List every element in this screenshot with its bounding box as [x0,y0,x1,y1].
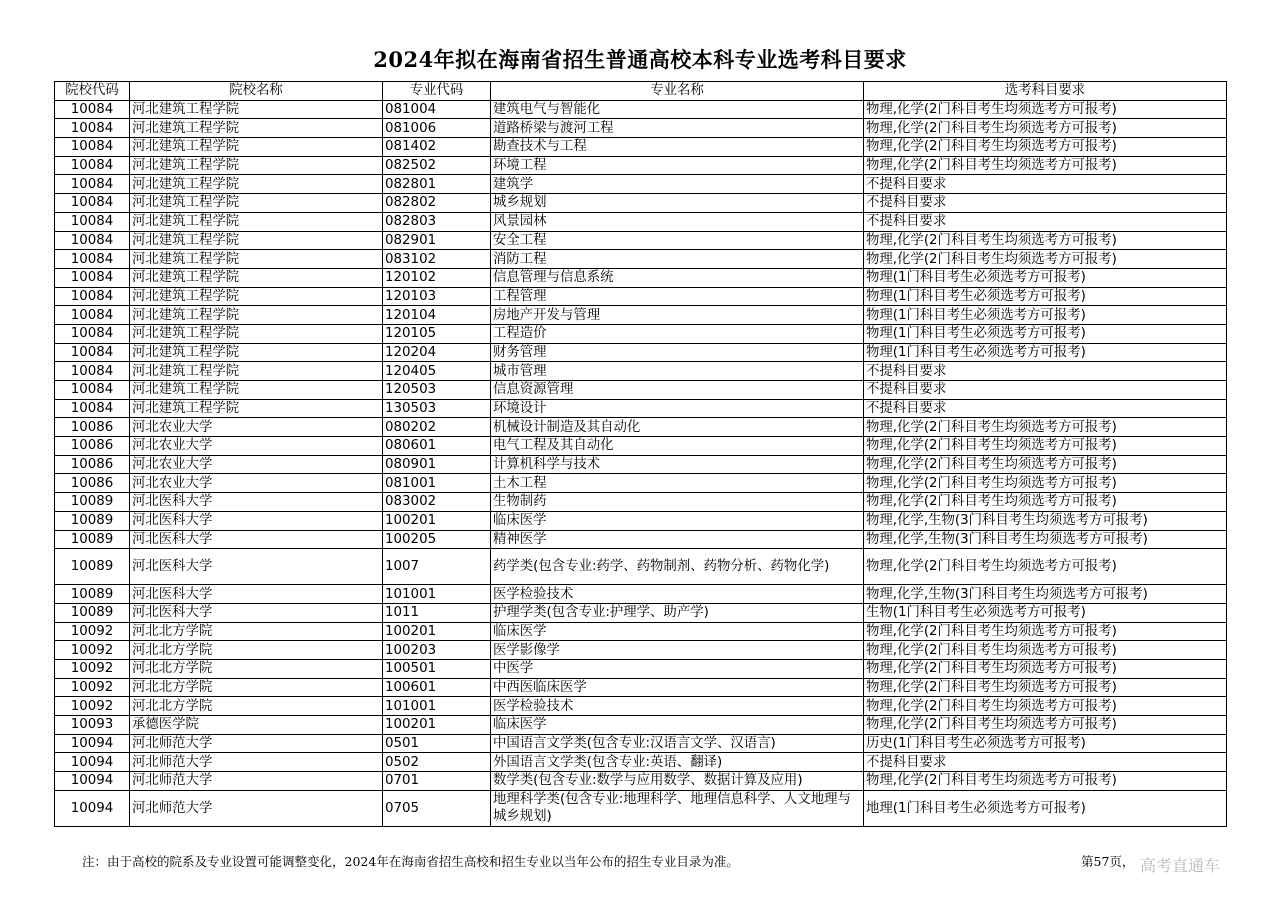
major-code-cell: 0501 [383,734,491,753]
major-code-cell: 120103 [383,287,491,306]
major-name-cell: 消防工程 [491,250,864,269]
subject-requirement-cell: 物理,化学(2门科目考生均须选考方可报考) [864,697,1227,716]
major-name-cell: 药学类(包含专业:药学、药物制剂、药物分析、药物化学) [491,549,864,585]
major-name-cell: 生物制药 [491,493,864,512]
major-name-cell: 信息资源管理 [491,381,864,400]
table-row [55,399,1227,418]
subject-requirement-cell: 物理,化学(2门科目考生均须选考方可报考) [864,100,1227,119]
school-name-cell: 河北建筑工程学院 [130,306,383,325]
school-name-cell: 河北建筑工程学院 [130,175,383,194]
subject-requirement-cell: 物理(1门科目考生必须选考方可报考) [864,343,1227,362]
table-row [55,268,1227,287]
major-name-cell: 临床医学 [491,622,864,641]
subject-requirement-cell: 物理,化学(2门科目考生均须选考方可报考) [864,678,1227,697]
school-name-cell: 河北师范大学 [130,772,383,791]
major-code-cell: 081001 [383,474,491,493]
table-row [55,678,1227,697]
header-major-code: 专业代码 [383,82,491,101]
school-code-cell: 10084 [55,175,130,194]
subject-requirement-cell: 物理(1门科目考生必须选考方可报考) [864,268,1227,287]
table-row [55,100,1227,119]
major-code-cell: 0705 [383,790,491,826]
school-name-cell: 河北建筑工程学院 [130,268,383,287]
table-row [55,493,1227,512]
school-name-cell: 河北建筑工程学院 [130,399,383,418]
subject-requirement-cell: 物理,化学(2门科目考生均须选考方可报考) [864,119,1227,138]
school-name-cell: 河北建筑工程学院 [130,324,383,343]
major-code-cell: 083102 [383,250,491,269]
major-name-cell: 房地产开发与管理 [491,306,864,325]
major-code-cell: 100501 [383,659,491,678]
subject-requirement-cell: 不提科目要求 [864,399,1227,418]
table-body [55,100,1227,826]
major-name-cell: 临床医学 [491,511,864,530]
school-name-cell: 河北北方学院 [130,641,383,660]
subject-requirement-cell: 物理,化学(2门科目考生均须选考方可报考) [864,772,1227,791]
school-name-cell: 河北建筑工程学院 [130,362,383,381]
school-code-cell: 10094 [55,753,130,772]
subject-requirement-cell: 物理,化学(2门科目考生均须选考方可报考) [864,250,1227,269]
major-code-cell: 082502 [383,156,491,175]
school-code-cell: 10089 [55,493,130,512]
major-code-cell: 080601 [383,437,491,456]
subject-requirement-cell: 不提科目要求 [864,212,1227,231]
table-row [55,622,1227,641]
school-code-cell: 10084 [55,343,130,362]
school-code-cell: 10084 [55,399,130,418]
major-name-cell: 医学影像学 [491,641,864,660]
major-name-cell: 环境工程 [491,156,864,175]
table-row [55,381,1227,400]
school-name-cell: 河北医科大学 [130,530,383,549]
major-code-cell: 130503 [383,399,491,418]
school-name-cell: 河北建筑工程学院 [130,343,383,362]
major-code-cell: 081402 [383,138,491,157]
major-name-cell: 风景园林 [491,212,864,231]
school-code-cell: 10084 [55,100,130,119]
major-name-cell: 土木工程 [491,474,864,493]
header-school-code: 院校代码 [55,82,130,101]
major-code-cell: 080901 [383,455,491,474]
school-code-cell: 10089 [55,549,130,585]
school-name-cell: 河北北方学院 [130,659,383,678]
school-code-cell: 10094 [55,790,130,826]
major-code-cell: 083002 [383,493,491,512]
table-row [55,343,1227,362]
school-name-cell: 河北农业大学 [130,437,383,456]
major-name-cell: 城乡规划 [491,194,864,213]
school-name-cell: 河北建筑工程学院 [130,381,383,400]
table-row [55,734,1227,753]
major-code-cell: 0701 [383,772,491,791]
school-code-cell: 10089 [55,603,130,622]
header-major-name: 专业名称 [491,82,864,101]
school-code-cell: 10089 [55,530,130,549]
page-title: 2024年拟在海南省招生普通高校本科专业选考科目要求 [373,47,907,72]
school-code-cell: 10089 [55,585,130,604]
school-name-cell: 河北医科大学 [130,493,383,512]
table-row [55,324,1227,343]
school-code-cell: 10084 [55,156,130,175]
subject-requirement-cell: 物理(1门科目考生必须选考方可报考) [864,324,1227,343]
header-school-name: 院校名称 [130,82,383,101]
table-row [55,306,1227,325]
table-row [55,603,1227,622]
major-code-cell: 100201 [383,511,491,530]
requirements-table [54,81,1227,827]
school-code-cell: 10092 [55,678,130,697]
school-code-cell: 10086 [55,474,130,493]
school-name-cell: 河北农业大学 [130,455,383,474]
footer-note: 注：由于高校的院系及专业设置可能调整变化，2024年在海南省招生高校和招生专业以当年公布的招生专业目录为准。 [82,854,739,869]
major-name-cell: 护理学类(包含专业:护理学、助产学) [491,603,864,622]
subject-requirement-cell: 不提科目要求 [864,175,1227,194]
school-code-cell: 10093 [55,716,130,735]
table-row [55,418,1227,437]
subject-requirement-cell: 不提科目要求 [864,362,1227,381]
school-code-cell: 10084 [55,362,130,381]
table-row [55,474,1227,493]
subject-requirement-cell: 不提科目要求 [864,753,1227,772]
table-row [55,530,1227,549]
major-name-cell: 勘查技术与工程 [491,138,864,157]
table-row [55,175,1227,194]
table-row [55,138,1227,157]
school-name-cell: 河北建筑工程学院 [130,250,383,269]
major-code-cell: 081006 [383,119,491,138]
school-name-cell: 河北建筑工程学院 [130,287,383,306]
school-code-cell: 10094 [55,772,130,791]
school-name-cell: 河北北方学院 [130,622,383,641]
school-code-cell: 10092 [55,659,130,678]
major-code-cell: 100201 [383,622,491,641]
table-row [55,585,1227,604]
school-name-cell: 河北师范大学 [130,753,383,772]
subject-requirement-cell: 物理(1门科目考生必须选考方可报考) [864,287,1227,306]
subject-requirement-cell: 物理,化学(2门科目考生均须选考方可报考) [864,641,1227,660]
subject-requirement-cell: 不提科目要求 [864,381,1227,400]
school-name-cell: 河北北方学院 [130,678,383,697]
table-row [55,753,1227,772]
subject-requirement-cell: 物理,化学(2门科目考生均须选考方可报考) [864,138,1227,157]
major-name-cell: 环境设计 [491,399,864,418]
school-name-cell: 河北建筑工程学院 [130,100,383,119]
major-code-cell: 1011 [383,603,491,622]
major-code-cell: 081004 [383,100,491,119]
school-code-cell: 10084 [55,324,130,343]
major-code-cell: 082803 [383,212,491,231]
major-name-cell: 外国语言文学类(包含专业:英语、翻译) [491,753,864,772]
subject-requirement-cell: 物理,化学(2门科目考生均须选考方可报考) [864,493,1227,512]
table-row [55,511,1227,530]
school-code-cell: 10092 [55,641,130,660]
subject-requirement-cell: 物理,化学(2门科目考生均须选考方可报考) [864,659,1227,678]
school-code-cell: 10084 [55,287,130,306]
school-code-cell: 10084 [55,381,130,400]
school-name-cell: 河北北方学院 [130,697,383,716]
school-name-cell: 河北建筑工程学院 [130,212,383,231]
major-name-cell: 工程造价 [491,324,864,343]
subject-requirement-cell: 物理,化学(2门科目考生均须选考方可报考) [864,231,1227,250]
subject-requirement-cell: 物理,化学(2门科目考生均须选考方可报考) [864,622,1227,641]
school-code-cell: 10086 [55,437,130,456]
table-row [55,250,1227,269]
subject-requirement-cell: 物理,化学(2门科目考生均须选考方可报考) [864,437,1227,456]
school-name-cell: 河北医科大学 [130,585,383,604]
subject-requirement-cell: 物理,化学(2门科目考生均须选考方可报考) [864,156,1227,175]
major-name-cell: 建筑电气与智能化 [491,100,864,119]
subject-requirement-cell: 物理,化学(2门科目考生均须选考方可报考) [864,455,1227,474]
table-row [55,231,1227,250]
watermark: 高考直通车 [1140,856,1221,875]
major-code-cell: 080202 [383,418,491,437]
subject-requirement-cell: 物理,化学(2门科目考生均须选考方可报考) [864,549,1227,585]
school-code-cell: 10092 [55,697,130,716]
table-row [55,549,1227,585]
school-name-cell: 河北医科大学 [130,603,383,622]
table-row [55,119,1227,138]
major-name-cell: 临床医学 [491,716,864,735]
page-number: 第57页， [1081,854,1135,869]
major-code-cell: 120104 [383,306,491,325]
major-code-cell: 100203 [383,641,491,660]
subject-requirement-cell: 不提科目要求 [864,194,1227,213]
major-code-cell: 100601 [383,678,491,697]
major-name-cell: 地理科学类(包含专业:地理科学、地理信息科学、人文地理与城乡规划) [491,790,864,826]
school-name-cell: 河北师范大学 [130,790,383,826]
school-name-cell: 承德医学院 [130,716,383,735]
table-header-row [55,82,1227,101]
school-code-cell: 10084 [55,194,130,213]
major-code-cell: 082802 [383,194,491,213]
major-name-cell: 财务管理 [491,343,864,362]
major-name-cell: 建筑学 [491,175,864,194]
table-row [55,156,1227,175]
major-name-cell: 数学类(包含专业:数学与应用数学、数据计算及应用) [491,772,864,791]
major-name-cell: 机械设计制造及其自动化 [491,418,864,437]
school-name-cell: 河北师范大学 [130,734,383,753]
school-code-cell: 10084 [55,231,130,250]
school-name-cell: 河北建筑工程学院 [130,156,383,175]
major-code-cell: 120405 [383,362,491,381]
major-code-cell: 1007 [383,549,491,585]
major-code-cell: 101001 [383,697,491,716]
major-name-cell: 工程管理 [491,287,864,306]
major-name-cell: 安全工程 [491,231,864,250]
table-row [55,772,1227,791]
school-code-cell: 10089 [55,511,130,530]
table-row [55,790,1227,826]
major-code-cell: 0502 [383,753,491,772]
major-code-cell: 082901 [383,231,491,250]
school-code-cell: 10086 [55,418,130,437]
major-code-cell: 101001 [383,585,491,604]
school-name-cell: 河北农业大学 [130,418,383,437]
major-name-cell: 中西医临床医学 [491,678,864,697]
table-row [55,194,1227,213]
major-code-cell: 120102 [383,268,491,287]
school-code-cell: 10086 [55,455,130,474]
subject-requirement-cell: 物理,化学(2门科目考生均须选考方可报考) [864,474,1227,493]
major-name-cell: 精神医学 [491,530,864,549]
school-name-cell: 河北医科大学 [130,549,383,585]
subject-requirement-cell: 物理,化学,生物(3门科目考生均须选考方可报考) [864,511,1227,530]
subject-requirement-cell: 地理(1门科目考生必须选考方可报考) [864,790,1227,826]
school-name-cell: 河北农业大学 [130,474,383,493]
school-code-cell: 10084 [55,268,130,287]
table-row [55,437,1227,456]
table-row [55,212,1227,231]
major-code-cell: 120503 [383,381,491,400]
major-name-cell: 中国语言文学类(包含专业:汉语言文学、汉语言) [491,734,864,753]
major-name-cell: 医学检验技术 [491,585,864,604]
school-code-cell: 10084 [55,119,130,138]
table-row [55,455,1227,474]
subject-requirement-cell: 物理,化学,生物(3门科目考生均须选考方可报考) [864,530,1227,549]
table-row [55,641,1227,660]
major-name-cell: 计算机科学与技术 [491,455,864,474]
subject-requirement-cell: 物理,化学(2门科目考生均须选考方可报考) [864,418,1227,437]
subject-requirement-cell: 生物(1门科目考生必须选考方可报考) [864,603,1227,622]
subject-requirement-cell: 物理,化学,生物(3门科目考生均须选考方可报考) [864,585,1227,604]
header-subject-requirement: 选考科目要求 [864,82,1227,101]
table-row [55,716,1227,735]
subject-requirement-cell: 物理,化学(2门科目考生均须选考方可报考) [864,716,1227,735]
school-code-cell: 10084 [55,250,130,269]
school-name-cell: 河北建筑工程学院 [130,231,383,250]
school-name-cell: 河北建筑工程学院 [130,194,383,213]
major-name-cell: 中医学 [491,659,864,678]
major-name-cell: 信息管理与信息系统 [491,268,864,287]
school-code-cell: 10092 [55,622,130,641]
major-name-cell: 电气工程及其自动化 [491,437,864,456]
table-row [55,659,1227,678]
table-row [55,362,1227,381]
subject-requirement-cell: 物理(1门科目考生必须选考方可报考) [864,306,1227,325]
school-code-cell: 10094 [55,734,130,753]
major-name-cell: 城市管理 [491,362,864,381]
school-name-cell: 河北医科大学 [130,511,383,530]
subject-requirement-cell: 历史(1门科目考生必须选考方可报考) [864,734,1227,753]
school-name-cell: 河北建筑工程学院 [130,119,383,138]
major-code-cell: 120105 [383,324,491,343]
school-name-cell: 河北建筑工程学院 [130,138,383,157]
school-code-cell: 10084 [55,138,130,157]
major-code-cell: 120204 [383,343,491,362]
major-code-cell: 100205 [383,530,491,549]
school-code-cell: 10084 [55,212,130,231]
major-name-cell: 道路桥梁与渡河工程 [491,119,864,138]
table-row [55,287,1227,306]
table-row [55,697,1227,716]
school-code-cell: 10084 [55,306,130,325]
major-code-cell: 100201 [383,716,491,735]
major-code-cell: 082801 [383,175,491,194]
major-name-cell: 医学检验技术 [491,697,864,716]
